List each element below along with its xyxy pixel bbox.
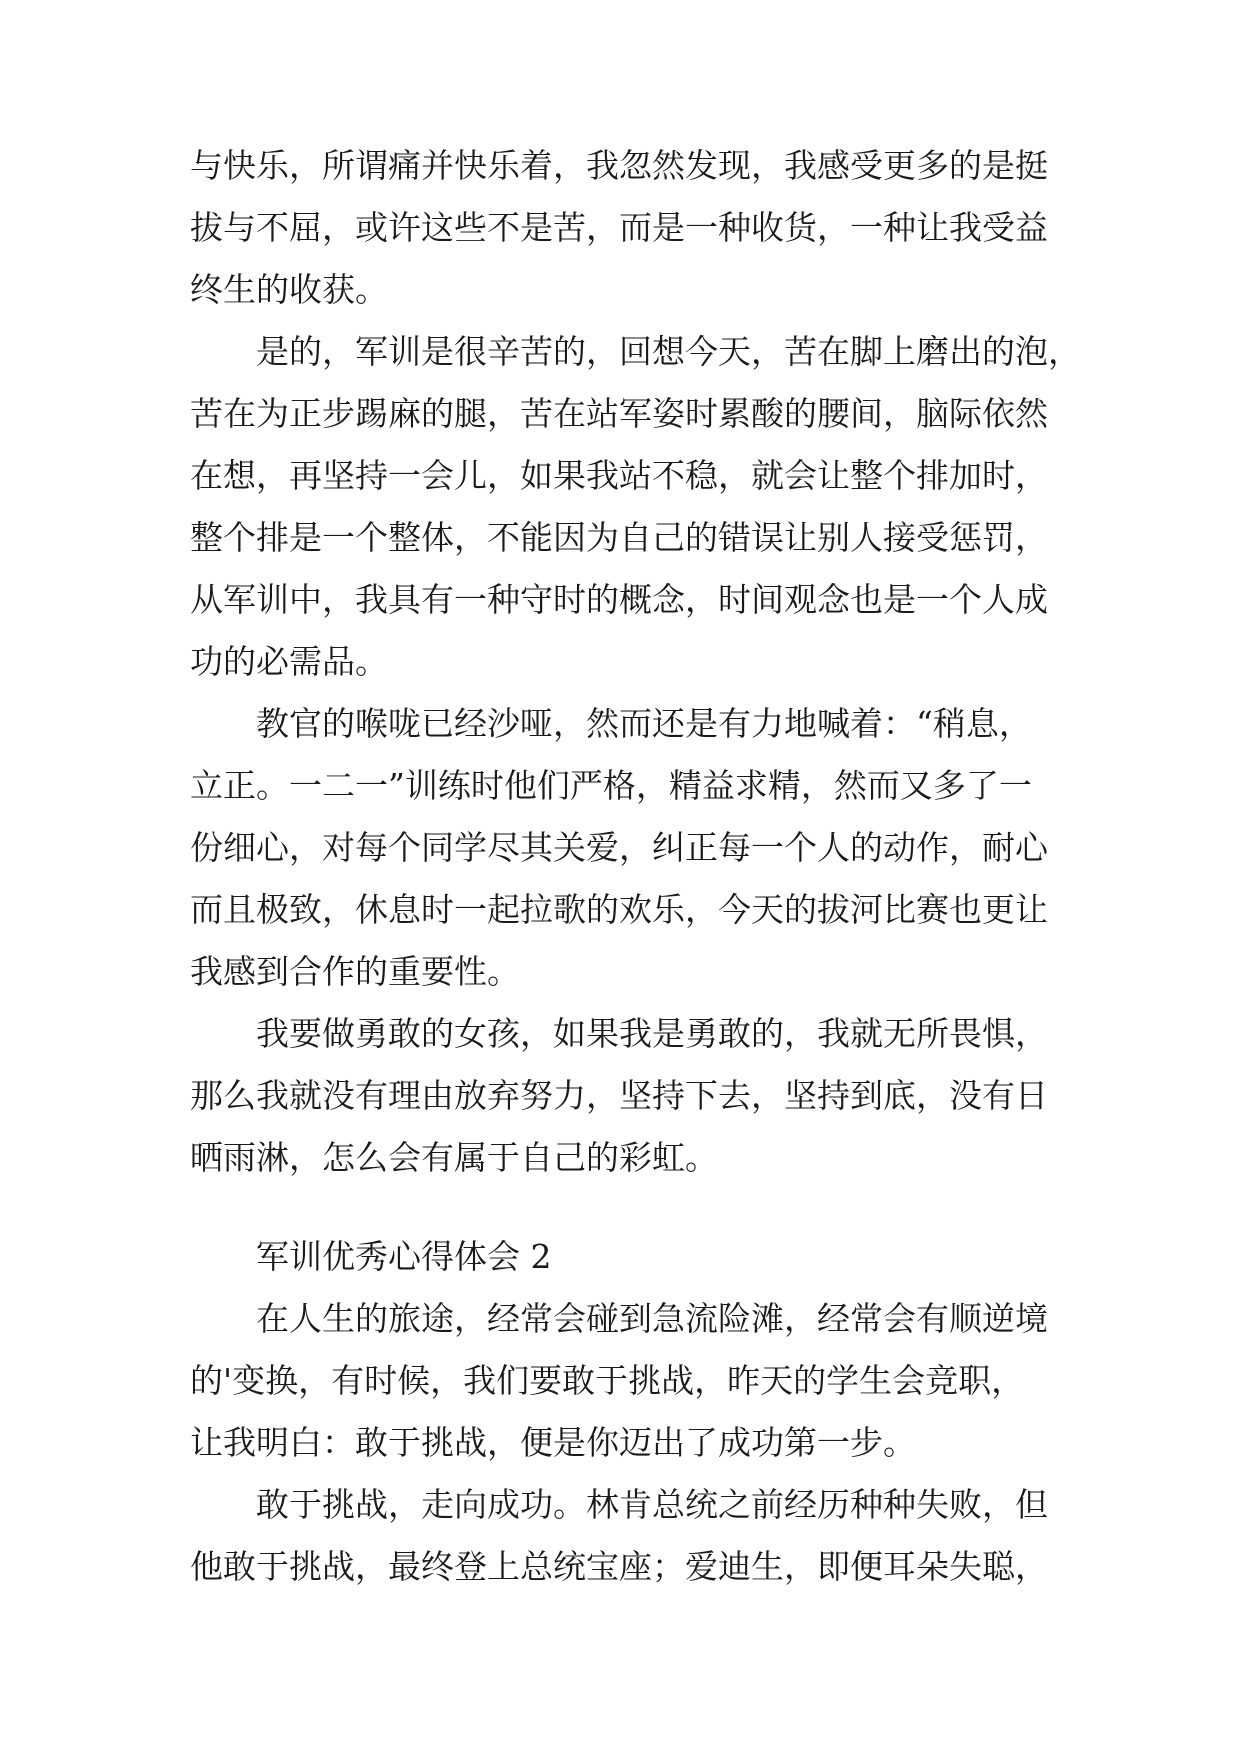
paragraph-line: 立正。一二一”训练时他们严格，精益求精，然而又多了一 xyxy=(190,766,1032,805)
paragraph-line: 终生的收获。 xyxy=(190,270,388,309)
paragraph-3 xyxy=(190,693,1050,1003)
paragraph-line: 的'变换，有时候，我们要敢于挑战，昨天的学生会竞职， xyxy=(190,1361,1025,1400)
paragraph-line: 与快乐，所谓痛并快乐着，我忽然发现，我感受更多的是挺 xyxy=(190,146,1048,185)
paragraph-line: 那么我就没有理由放弃努力，坚持下去，坚持到底，没有日 xyxy=(190,1076,1048,1115)
paragraph-line: 我要做勇敢的女孩，如果我是勇敢的，我就无所畏惧， xyxy=(256,1014,1048,1053)
paragraph-line: 苦在为正步踢麻的腿，苦在站军姿时累酸的腰间，脑际依然 xyxy=(190,394,1048,433)
paragraph-line: 晒雨淋，怎么会有属于自己的彩虹。 xyxy=(190,1138,718,1177)
paragraph-line: 而且极致，休息时一起拉歌的欢乐，今天的拔河比赛也更让 xyxy=(190,890,1048,929)
paragraph-1 xyxy=(190,135,1050,321)
paragraph-line: 是的，军训是很辛苦的，回想今天，苦在脚上磨出的泡， xyxy=(256,332,1081,371)
paragraph-line: 我感到合作的重要性。 xyxy=(190,952,520,991)
paragraph-line: 在想，再坚持一会儿，如果我站不稳，就会让整个排加时， xyxy=(190,456,1048,495)
paragraph-line: 份细心，对每个同学尽其关爱，纠正每一个人的动作，耐心 xyxy=(190,828,1048,867)
section-paragraph-2 xyxy=(190,1474,1050,1598)
paragraph-line: 整个排是一个整体，不能因为自己的错误让别人接受惩罚， xyxy=(190,518,1048,557)
paragraph-4 xyxy=(190,1003,1050,1189)
paragraph-line: 在人生的旅途，经常会碰到急流险滩，经常会有顺逆境 xyxy=(256,1299,1048,1338)
section-heading xyxy=(190,1226,1050,1288)
paragraph-line: 他敢于挑战，最终登上总统宝座；爱迪生，即便耳朵失聪， xyxy=(190,1547,1048,1586)
paragraph-line: 从军训中，我具有一种守时的概念，时间观念也是一个人成 xyxy=(190,580,1048,619)
paragraph-2 xyxy=(190,321,1081,693)
paragraph-line: 拔与不屈，或许这些不是苦，而是一种收货，一种让我受益 xyxy=(190,208,1048,247)
paragraph-line: 功的必需品。 xyxy=(190,642,388,681)
paragraph-line: 教官的喉咙已经沙哑，然而还是有力地喊着：“稍息， xyxy=(256,704,1032,743)
paragraph-line: 让我明白：敢于挑战，便是你迈出了成功第一步。 xyxy=(190,1423,916,1462)
section-paragraph-1 xyxy=(190,1288,1050,1474)
section-title: 军训优秀心得体会 2 xyxy=(256,1237,552,1276)
paragraph-line: 敢于挑战，走向成功。林肯总统之前经历种种失败，但 xyxy=(256,1485,1048,1524)
